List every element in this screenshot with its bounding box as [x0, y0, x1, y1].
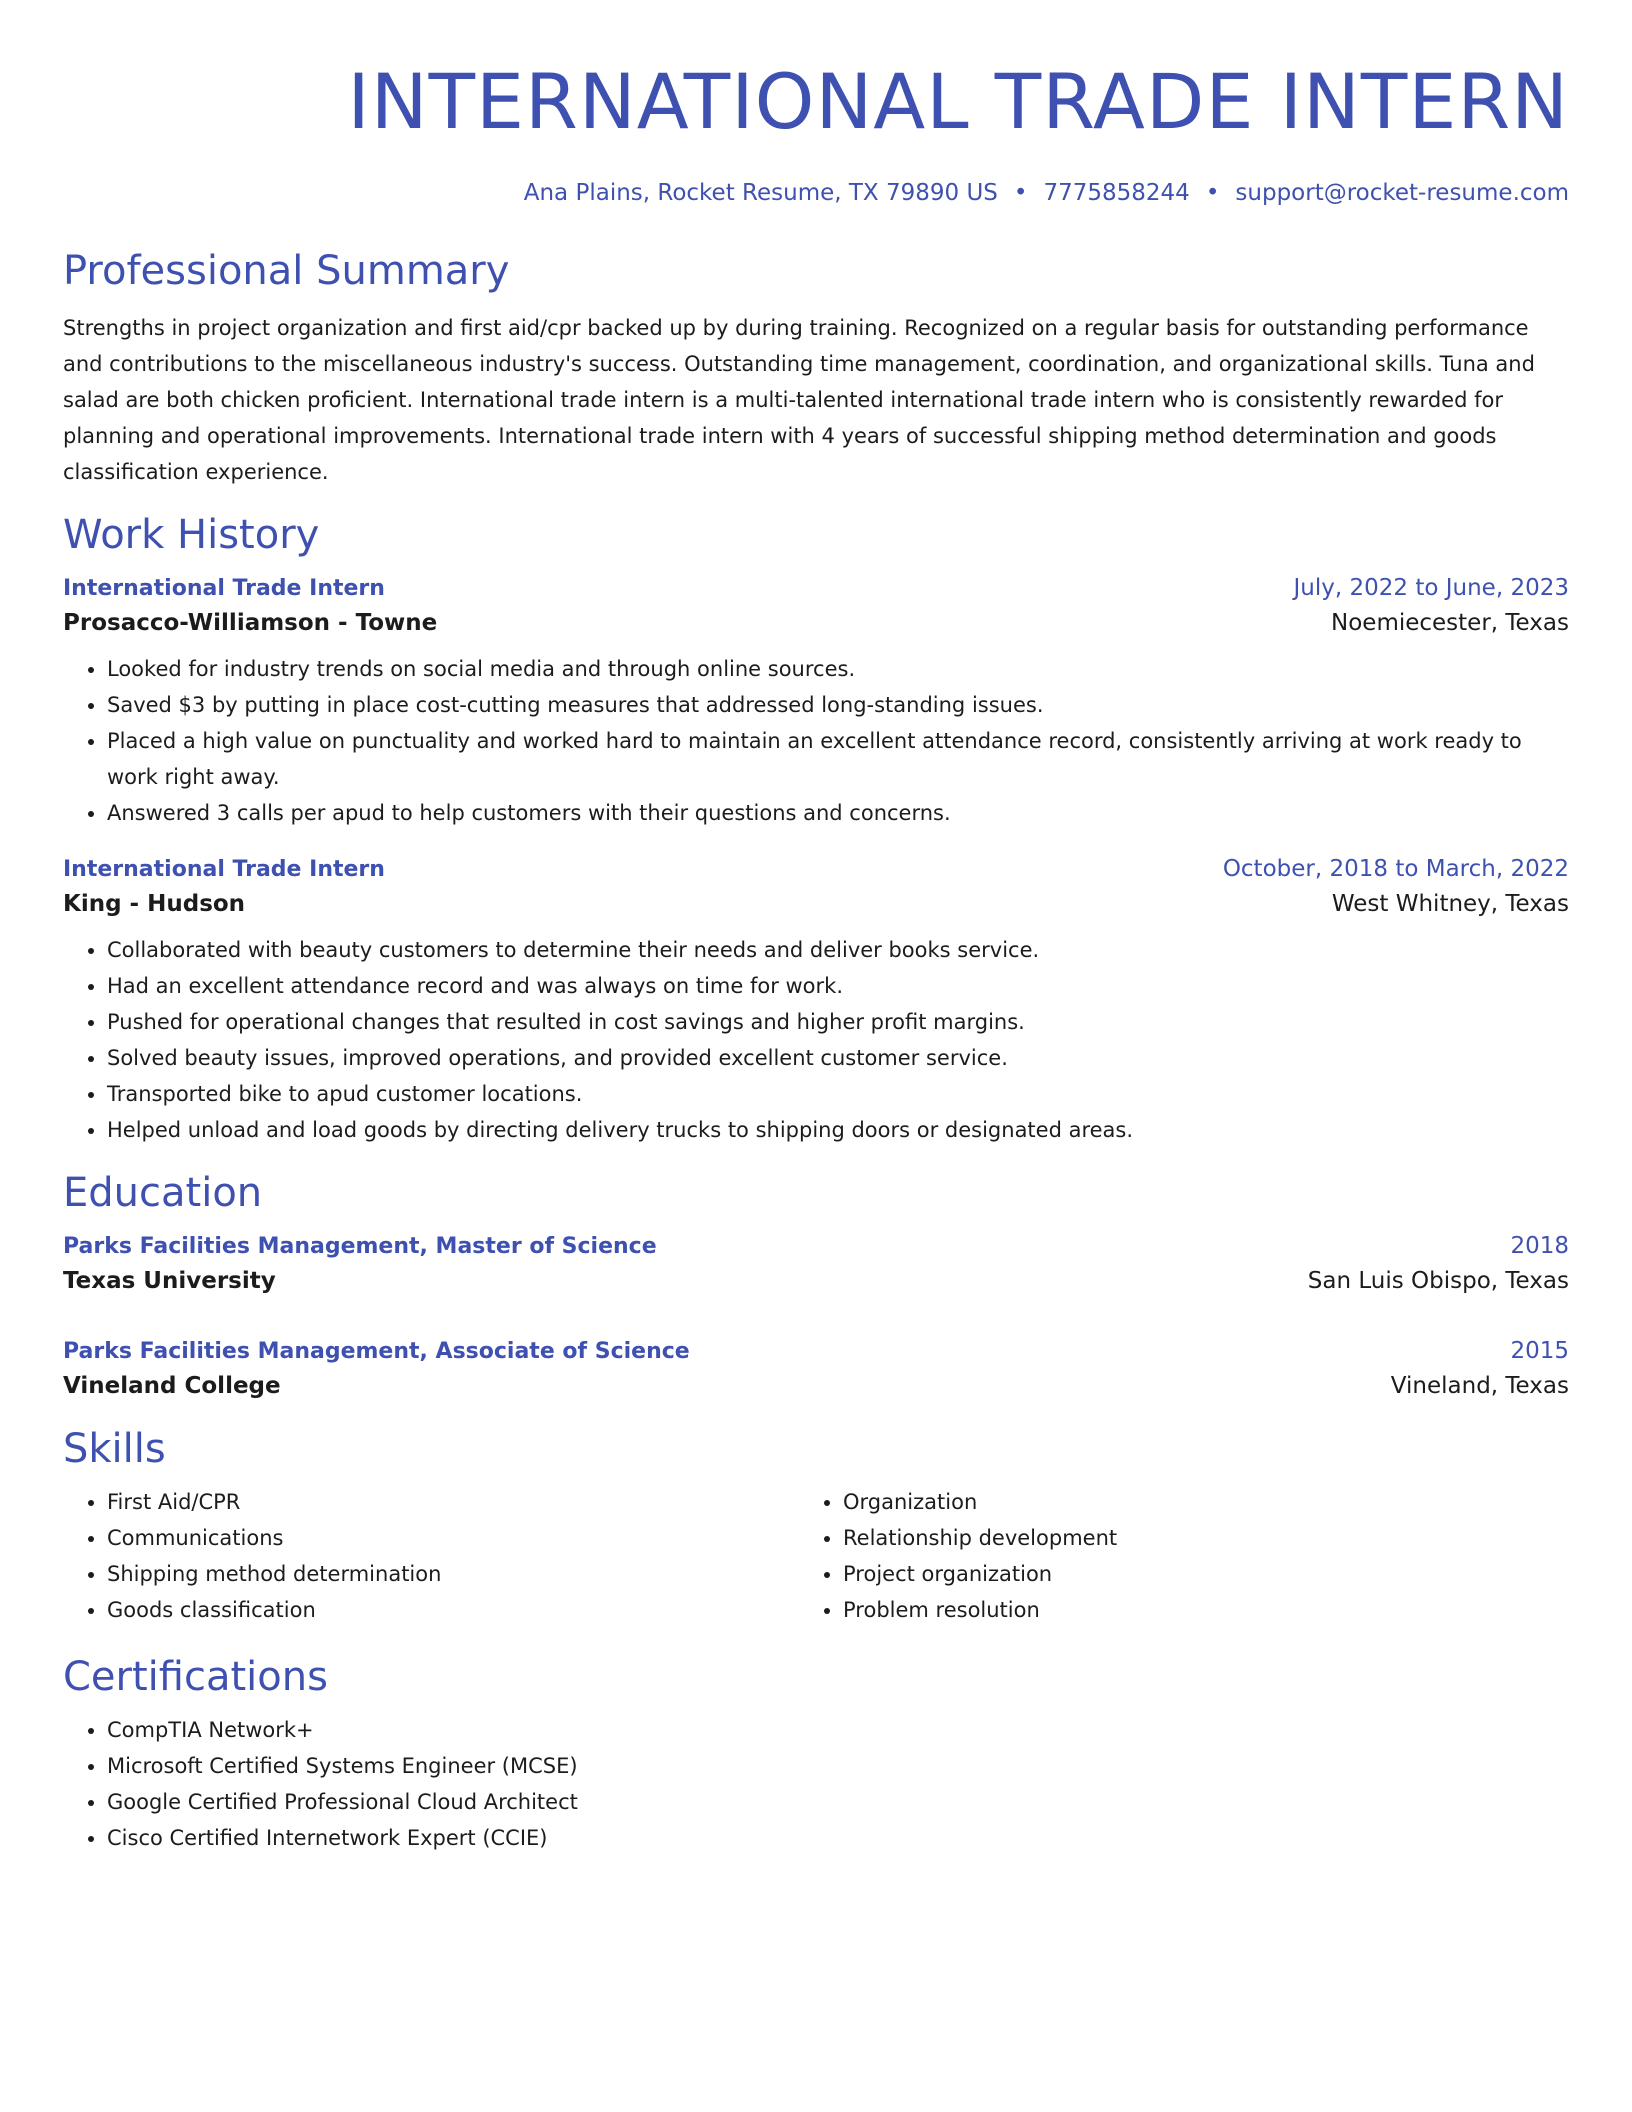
skill-item: • Shipping method determination	[107, 1556, 799, 1592]
job-title: International Trade Intern	[63, 576, 385, 601]
work-history-heading: Work History	[63, 512, 320, 558]
contact-line	[63, 178, 1569, 208]
school-name: Texas University	[63, 1268, 276, 1294]
contact-phone: 7775858244	[1043, 180, 1190, 206]
contact-address: Ana Plains, Rocket Resume, TX 79890 US	[523, 180, 998, 206]
skill-item: • Goods classification	[107, 1592, 799, 1628]
education-entry	[63, 1335, 1569, 1404]
list-item: • Collaborated with beauty customers to determine their needs and deliver books service.	[107, 932, 1569, 968]
list-item: • Answered 3 calls per apud to help customers with their questions and concerns.	[107, 795, 1569, 831]
job-header-row	[63, 853, 1569, 886]
contact-separator: •	[1205, 180, 1220, 206]
skills-list-left	[63, 1484, 799, 1628]
education-school-row	[63, 1263, 1569, 1299]
job-org-row	[63, 605, 1569, 641]
job-entry	[63, 572, 1569, 831]
list-item: • Pushed for operational changes that resulted in cost savings and higher profit margins.	[107, 1004, 1569, 1040]
list-item: • Placed a high value on punctuality and worked hard to maintain an excellent attendance record, consistently arriving at work ready to work right away.	[107, 723, 1569, 795]
certification-item: • Cisco Certified Internetwork Expert (CCIE)	[107, 1820, 1569, 1856]
skills-heading: Skills	[63, 1426, 166, 1472]
degree: Parks Facilities Management, Master of Science	[63, 1234, 657, 1259]
skill-item: • Relationship development	[843, 1520, 1535, 1556]
skills-list-right	[799, 1484, 1535, 1628]
job-company: King - Hudson	[63, 891, 246, 917]
job-bullets	[63, 651, 1569, 831]
list-item: • Saved $3 by putting in place cost-cutting measures that addressed long-standing issues.	[107, 687, 1569, 723]
education-entry	[63, 1230, 1569, 1299]
certifications-heading: Certifications	[63, 1654, 328, 1700]
education-header-row	[63, 1335, 1569, 1368]
list-item: • Solved beauty issues, improved operations, and provided excellent customer service.	[107, 1040, 1569, 1076]
job-entry	[63, 853, 1569, 1148]
job-header-row	[63, 572, 1569, 605]
education-school-row	[63, 1368, 1569, 1404]
school-location: San Luis Obispo, Texas	[1307, 1268, 1569, 1294]
degree: Parks Facilities Management, Associate of Science	[63, 1339, 690, 1364]
job-bullets	[63, 932, 1569, 1148]
list-item: • Had an excellent attendance record and was always on time for work.	[107, 968, 1569, 1004]
list-item: • Helped unload and load goods by directing delivery trucks to shipping doors or designated areas.	[107, 1112, 1569, 1148]
summary-text: Strengths in project organization and first aid/cpr backed up by during training. Recognized on a regular basis for outstanding performance and contributions to the miscellaneous industry's success. Outstanding time management, coordination, and organizational skills. Tuna and salad are both chicken proficient. International trade intern is a multi-talented international trade intern who is consistently rewarded for planning and operational improvements. International trade intern with 4 years of successful shipping method determination and goods classification experience.	[63, 316, 1535, 484]
list-item: • Looked for industry trends on social media and through online sources.	[107, 651, 1569, 687]
job-dates: July, 2022 to June, 2023	[1293, 575, 1569, 601]
job-company: Prosacco-Williamson - Towne	[63, 610, 438, 636]
skill-item: • First Aid/CPR	[107, 1484, 799, 1520]
contact-separator: •	[1013, 180, 1028, 206]
certifications-list	[63, 1712, 1569, 1856]
resume-name: INTERNATIONAL TRADE INTERN	[347, 57, 1569, 146]
skill-item: • Project organization	[843, 1556, 1535, 1592]
skills-columns	[63, 1484, 1569, 1628]
job-location: West Whitney, Texas	[1331, 891, 1569, 917]
skill-item: • Communications	[107, 1520, 799, 1556]
skill-item: • Problem resolution	[843, 1592, 1535, 1628]
education-heading: Education	[63, 1170, 263, 1216]
school-location: Vineland, Texas	[1390, 1373, 1569, 1399]
education-header-row	[63, 1230, 1569, 1263]
job-title: International Trade Intern	[63, 857, 385, 882]
job-org-row	[63, 886, 1569, 922]
contact-email: support@rocket-resume.com	[1235, 180, 1569, 206]
certification-item: • CompTIA Network+	[107, 1712, 1569, 1748]
job-location: Noemiecester, Texas	[1331, 610, 1569, 636]
graduation-year: 2015	[1510, 1338, 1569, 1364]
skill-item: • Organization	[843, 1484, 1535, 1520]
school-name: Vineland College	[63, 1373, 281, 1399]
graduation-year: 2018	[1510, 1233, 1569, 1259]
certification-item: • Google Certified Professional Cloud Architect	[107, 1784, 1569, 1820]
certification-item: • Microsoft Certified Systems Engineer (MCSE)	[107, 1748, 1569, 1784]
job-dates: October, 2018 to March, 2022	[1222, 856, 1569, 882]
list-item: • Transported bike to apud customer locations.	[107, 1076, 1569, 1112]
summary-heading: Professional Summary	[63, 248, 510, 294]
